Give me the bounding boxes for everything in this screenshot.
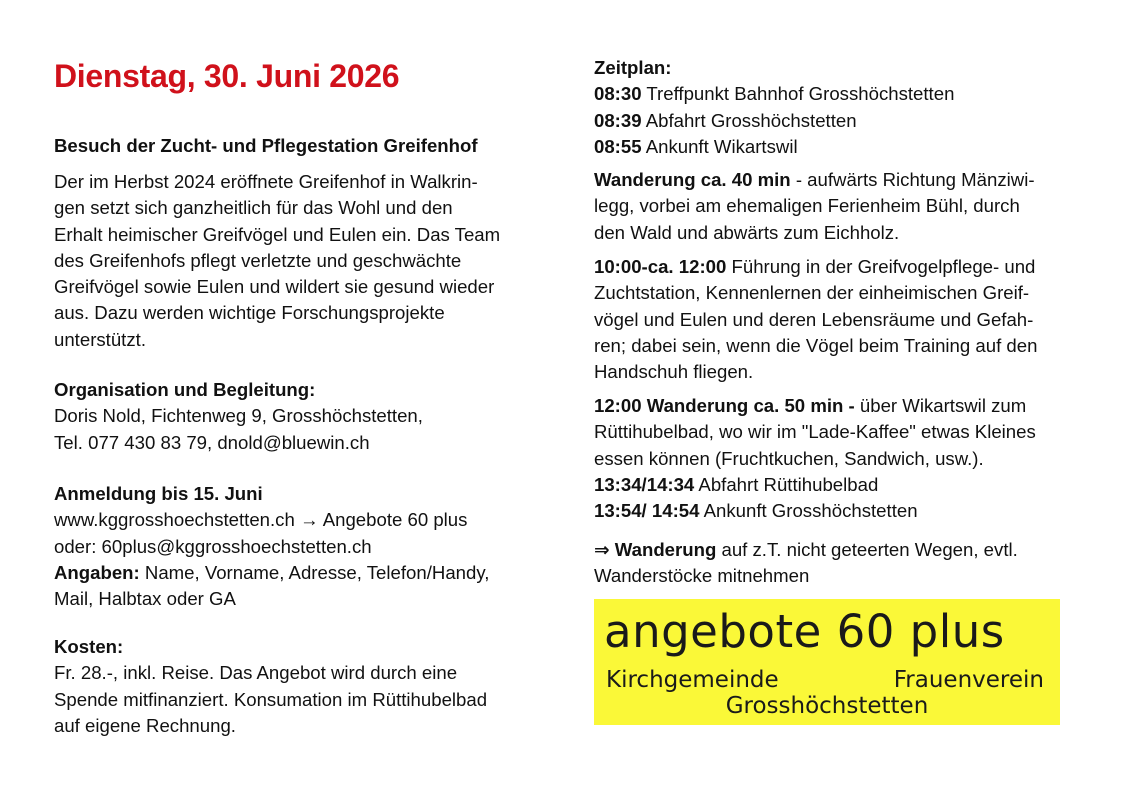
hike2-label: 12:00 Wanderung ca. 50 min - bbox=[594, 395, 855, 416]
tour-line: vögel und Eulen und deren Lebensräume und Gefah- bbox=[594, 308, 1034, 330]
intro-paragraph bbox=[54, 169, 500, 353]
hike1-line: den Wald und abwärts zum Eichholz. bbox=[594, 221, 900, 243]
event-subtitle: Besuch der Zucht- und Pflegestation Greifenhof bbox=[54, 135, 478, 156]
hike2-section bbox=[594, 393, 1036, 524]
tour-label: 10:00-ca. 12:00 bbox=[594, 256, 727, 277]
tour-line: Handschuh fliegen. bbox=[594, 361, 754, 383]
hike2-line: Rüttihubelbad, wo wir im "Lade-Kaffee" etwas Kleines bbox=[594, 421, 1036, 443]
organisation-section bbox=[54, 377, 423, 456]
tour-line: Zuchtstation, Kennenlernen der einheimischen Greif- bbox=[594, 282, 1030, 304]
logo-left-text: Kirchgemeinde bbox=[606, 667, 779, 693]
tour-line: ren; dabei sein, wenn die Vögel beim Training auf den bbox=[594, 334, 1038, 356]
return-text: Ankunft Grosshöchstetten bbox=[699, 500, 918, 522]
hike2-text: über Wikartswil zum bbox=[854, 395, 1027, 416]
hike1-first-line bbox=[594, 167, 1035, 193]
registration-info bbox=[54, 560, 489, 586]
schedule-text: Treffpunkt Bahnhof Grosshöchstetten bbox=[641, 83, 955, 105]
schedule-time: 08:30 bbox=[594, 83, 642, 105]
schedule-section bbox=[594, 55, 954, 160]
hike1-line: legg, vorbei am ehemaligen Ferienheim Bühl, durch bbox=[594, 195, 1020, 217]
registration-section bbox=[54, 481, 489, 612]
schedule-row bbox=[594, 108, 954, 134]
intro-line: Greifvögel sowie Eulen und wildert sie gesund wieder bbox=[54, 276, 495, 298]
return-row bbox=[594, 498, 1036, 524]
cost-section bbox=[54, 634, 487, 739]
arrow-right-icon: ⇒ bbox=[594, 539, 610, 560]
logo-center-text: Grosshöchstetten bbox=[725, 693, 929, 719]
return-text: Abfahrt Rüttihubelbad bbox=[694, 473, 879, 495]
logo-main-text: angebote 60 plus bbox=[604, 605, 1005, 658]
note-line: Wanderstöcke mitnehmen bbox=[594, 565, 810, 587]
hike1-text: - aufwärts Richtung Mänziwi- bbox=[790, 169, 1035, 190]
note-section bbox=[594, 537, 1018, 590]
intro-line: aus. Dazu werden wichtige Forschungsprojekte bbox=[54, 302, 445, 324]
registration-line: www.kggrosshoechstetten.ch → Angebote 60 plus bbox=[54, 509, 468, 531]
hike1-label: Wanderung ca. 40 min bbox=[594, 169, 791, 190]
return-time: 13:54/ 14:54 bbox=[594, 500, 700, 522]
logo-right-text: Frauenverein bbox=[893, 667, 1044, 693]
note-text: auf z.T. nicht geteerten Wegen, evtl. bbox=[716, 539, 1018, 560]
organisation-heading: Organisation und Begleitung: bbox=[54, 379, 316, 400]
tour-first-line bbox=[594, 254, 1037, 280]
cost-line: auf eigene Rechnung. bbox=[54, 714, 236, 736]
intro-line: unterstützt. bbox=[54, 328, 146, 350]
hike2-line: essen können (Fruchtkuchen, Sandwich, usw.). bbox=[594, 447, 984, 469]
tour-text: Führung in der Greifvogelpflege- und bbox=[726, 256, 1036, 277]
page-title: Dienstag, 30. Juni 2026 bbox=[54, 58, 400, 94]
angebote-logo bbox=[594, 599, 1060, 725]
intro-line: des Greifenhofs pflegt verletzte und geschwächte bbox=[54, 249, 462, 271]
schedule-row bbox=[594, 134, 954, 160]
schedule-time: 08:55 bbox=[594, 135, 642, 157]
organisation-line: Tel. 077 430 83 79, dnold@bluewin.ch bbox=[54, 431, 370, 453]
note-label: Wanderung bbox=[609, 539, 717, 560]
schedule-heading: Zeitplan: bbox=[594, 57, 672, 78]
note-first-line bbox=[594, 537, 1018, 563]
cost-line: Spende mitfinanziert. Konsumation im Rüttihubelbad bbox=[54, 688, 488, 710]
registration-heading: Anmeldung bis 15. Juni bbox=[54, 483, 263, 504]
registration-info-label: Angaben: bbox=[54, 561, 140, 583]
cost-heading: Kosten: bbox=[54, 636, 124, 657]
return-row bbox=[594, 472, 1036, 498]
intro-line: Der im Herbst 2024 eröffnete Greifenhof in Walkrin- bbox=[54, 171, 478, 192]
schedule-text: Ankunft Wikartswil bbox=[641, 135, 798, 157]
registration-info-text: Name, Vorname, Adresse, Telefon/Handy, bbox=[139, 561, 490, 583]
organisation-line: Doris Nold, Fichtenweg 9, Grosshöchstetten, bbox=[54, 405, 423, 427]
registration-line: oder: 60plus@kggrosshoechstetten.ch bbox=[54, 535, 372, 557]
intro-line: gen setzt sich ganzheitlich für das Wohl und den bbox=[54, 197, 453, 219]
registration-info-line: Mail, Halbtax oder GA bbox=[54, 588, 236, 610]
schedule-row bbox=[594, 81, 954, 107]
schedule-text: Abfahrt Grosshöchstetten bbox=[641, 109, 857, 131]
intro-line: Erhalt heimischer Greifvögel und Eulen ein. Das Team bbox=[54, 223, 501, 245]
tour-section bbox=[594, 254, 1037, 385]
schedule-time: 08:39 bbox=[594, 109, 642, 131]
return-time: 13:34/14:34 bbox=[594, 473, 695, 495]
hike1-section bbox=[594, 167, 1035, 246]
cost-line: Fr. 28.-, inkl. Reise. Das Angebot wird durch eine bbox=[54, 662, 458, 684]
hike2-first-line bbox=[594, 393, 1036, 419]
